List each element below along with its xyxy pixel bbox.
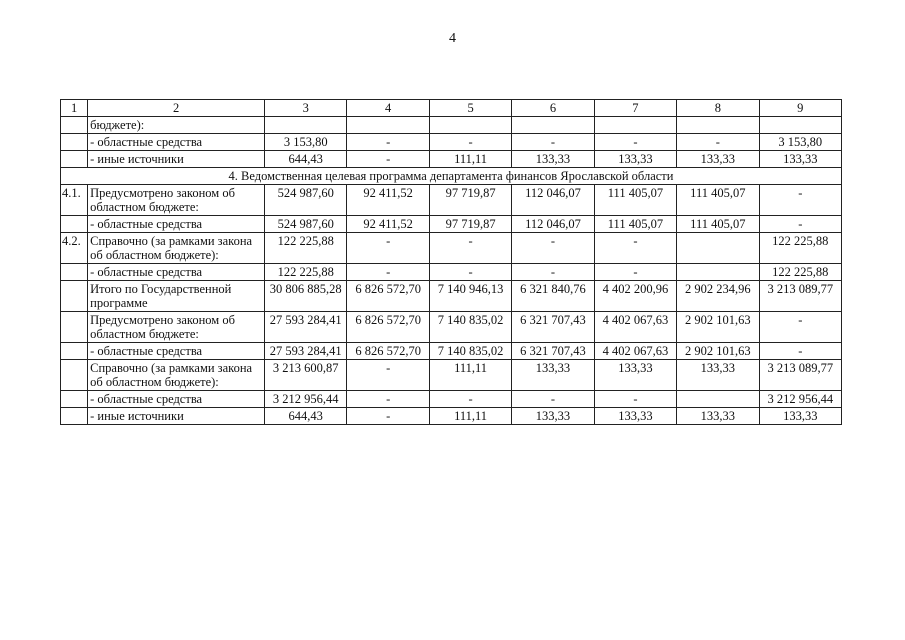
value-cell <box>594 117 676 134</box>
value-cell: 111 405,07 <box>594 185 676 216</box>
value-cell: 6 826 572,70 <box>347 343 429 360</box>
value-cell: 133,33 <box>594 360 676 391</box>
value-cell: 133,33 <box>594 408 676 425</box>
value-cell: 644,43 <box>265 151 347 168</box>
value-cell: - <box>594 134 676 151</box>
value-cell: 122 225,88 <box>759 264 841 281</box>
value-cell: 4 402 067,63 <box>594 312 676 343</box>
value-cell: 27 593 284,41 <box>265 343 347 360</box>
row-label: Справочно (за рамками закона об областном бюджете): <box>88 360 265 391</box>
value-cell: 133,33 <box>677 151 759 168</box>
budget-table <box>60 99 842 425</box>
value-cell: 524 987,60 <box>265 216 347 233</box>
table-row <box>61 216 842 233</box>
value-cell: 122 225,88 <box>265 264 347 281</box>
value-cell: - <box>512 233 594 264</box>
value-cell: 111 405,07 <box>677 216 759 233</box>
table-row <box>61 117 842 134</box>
value-cell: 133,33 <box>512 360 594 391</box>
value-cell: 30 806 885,28 <box>265 281 347 312</box>
value-cell: 524 987,60 <box>265 185 347 216</box>
row-index <box>61 391 88 408</box>
table-row <box>61 312 842 343</box>
row-index <box>61 264 88 281</box>
value-cell: 92 411,52 <box>347 216 429 233</box>
value-cell: 644,43 <box>265 408 347 425</box>
table-row <box>61 233 842 264</box>
table-row <box>61 264 842 281</box>
header-cell: 8 <box>677 100 759 117</box>
value-cell: 6 321 840,76 <box>512 281 594 312</box>
value-cell: 2 902 234,96 <box>677 281 759 312</box>
value-cell: 6 321 707,43 <box>512 343 594 360</box>
value-cell: 3 213 089,77 <box>759 360 841 391</box>
value-cell: 133,33 <box>594 151 676 168</box>
value-cell <box>347 117 429 134</box>
table-body <box>61 100 842 425</box>
value-cell: - <box>429 391 511 408</box>
table-row <box>61 134 842 151</box>
value-cell: - <box>677 134 759 151</box>
row-index <box>61 117 88 134</box>
value-cell: 111,11 <box>429 360 511 391</box>
value-cell: 122 225,88 <box>265 233 347 264</box>
page-number: 4 <box>449 31 456 46</box>
value-cell: 3 212 956,44 <box>759 391 841 408</box>
row-label: - иные источники <box>88 151 265 168</box>
section-row <box>61 168 842 185</box>
header-cell: 7 <box>594 100 676 117</box>
value-cell: 4 402 067,63 <box>594 343 676 360</box>
table-row <box>61 151 842 168</box>
row-label: Итого по Государственной программе <box>88 281 265 312</box>
row-label: Предусмотрено законом об областном бюджете: <box>88 312 265 343</box>
value-cell: 133,33 <box>677 408 759 425</box>
header-cell: 5 <box>429 100 511 117</box>
header-cell: 4 <box>347 100 429 117</box>
table-row <box>61 281 842 312</box>
value-cell: 111 405,07 <box>677 185 759 216</box>
value-cell: - <box>759 185 841 216</box>
row-label: Справочно (за рамками закона об областном бюджете): <box>88 233 265 264</box>
value-cell <box>677 233 759 264</box>
row-index <box>61 134 88 151</box>
value-cell: 111 405,07 <box>594 216 676 233</box>
header-cell: 2 <box>88 100 265 117</box>
value-cell: 133,33 <box>677 360 759 391</box>
value-cell: - <box>594 233 676 264</box>
value-cell: 111,11 <box>429 151 511 168</box>
row-label: - областные средства <box>88 264 265 281</box>
row-label: - областные средства <box>88 134 265 151</box>
value-cell: - <box>429 264 511 281</box>
value-cell <box>429 117 511 134</box>
header-cell: 6 <box>512 100 594 117</box>
value-cell: 112 046,07 <box>512 185 594 216</box>
value-cell: 133,33 <box>512 151 594 168</box>
row-label: - областные средства <box>88 343 265 360</box>
row-label: - областные средства <box>88 391 265 408</box>
value-cell <box>512 117 594 134</box>
value-cell: - <box>347 233 429 264</box>
row-index: 4.1. <box>61 185 88 216</box>
value-cell: 6 321 707,43 <box>512 312 594 343</box>
value-cell: 7 140 835,02 <box>429 343 511 360</box>
table-row <box>61 360 842 391</box>
value-cell <box>677 264 759 281</box>
row-label: бюджете): <box>88 117 265 134</box>
value-cell: 122 225,88 <box>759 233 841 264</box>
row-index <box>61 408 88 425</box>
value-cell: 2 902 101,63 <box>677 312 759 343</box>
row-label: - иные источники <box>88 408 265 425</box>
row-index <box>61 312 88 343</box>
value-cell: - <box>347 391 429 408</box>
table-row <box>61 185 842 216</box>
value-cell: - <box>594 264 676 281</box>
table-header-row <box>61 100 842 117</box>
value-cell: 112 046,07 <box>512 216 594 233</box>
value-cell: - <box>512 134 594 151</box>
value-cell: 7 140 946,13 <box>429 281 511 312</box>
value-cell: 3 212 956,44 <box>265 391 347 408</box>
value-cell: 7 140 835,02 <box>429 312 511 343</box>
table-row <box>61 343 842 360</box>
value-cell: 27 593 284,41 <box>265 312 347 343</box>
value-cell <box>265 117 347 134</box>
row-index: 4.2. <box>61 233 88 264</box>
header-cell: 3 <box>265 100 347 117</box>
value-cell: 92 411,52 <box>347 185 429 216</box>
value-cell: 3 213 600,87 <box>265 360 347 391</box>
value-cell: 6 826 572,70 <box>347 281 429 312</box>
value-cell: - <box>512 264 594 281</box>
value-cell: - <box>347 360 429 391</box>
row-label: Предусмотрено законом об областном бюджете: <box>88 185 265 216</box>
value-cell: - <box>347 264 429 281</box>
value-cell: 133,33 <box>759 151 841 168</box>
value-cell: 111,11 <box>429 408 511 425</box>
value-cell: - <box>759 312 841 343</box>
value-cell: - <box>594 391 676 408</box>
value-cell: 97 719,87 <box>429 216 511 233</box>
value-cell: 133,33 <box>759 408 841 425</box>
row-index <box>61 281 88 312</box>
row-label: - областные средства <box>88 216 265 233</box>
value-cell: 97 719,87 <box>429 185 511 216</box>
value-cell <box>677 117 759 134</box>
value-cell: 133,33 <box>512 408 594 425</box>
value-cell: - <box>759 343 841 360</box>
value-cell: - <box>347 151 429 168</box>
value-cell: - <box>429 134 511 151</box>
value-cell <box>759 117 841 134</box>
value-cell <box>677 391 759 408</box>
value-cell: - <box>347 408 429 425</box>
row-index <box>61 360 88 391</box>
value-cell: 2 902 101,63 <box>677 343 759 360</box>
value-cell: - <box>512 391 594 408</box>
row-index <box>61 216 88 233</box>
value-cell: 3 213 089,77 <box>759 281 841 312</box>
value-cell: - <box>347 134 429 151</box>
row-index <box>61 343 88 360</box>
header-cell: 9 <box>759 100 841 117</box>
table-row <box>61 391 842 408</box>
table-row <box>61 408 842 425</box>
value-cell: - <box>759 216 841 233</box>
section-title: 4. Ведомственная целевая программа департамента финансов Ярославской области <box>61 168 842 185</box>
value-cell: - <box>429 233 511 264</box>
row-index <box>61 151 88 168</box>
value-cell: 3 153,80 <box>265 134 347 151</box>
value-cell: 6 826 572,70 <box>347 312 429 343</box>
value-cell: 3 153,80 <box>759 134 841 151</box>
header-cell: 1 <box>61 100 88 117</box>
value-cell: 4 402 200,96 <box>594 281 676 312</box>
